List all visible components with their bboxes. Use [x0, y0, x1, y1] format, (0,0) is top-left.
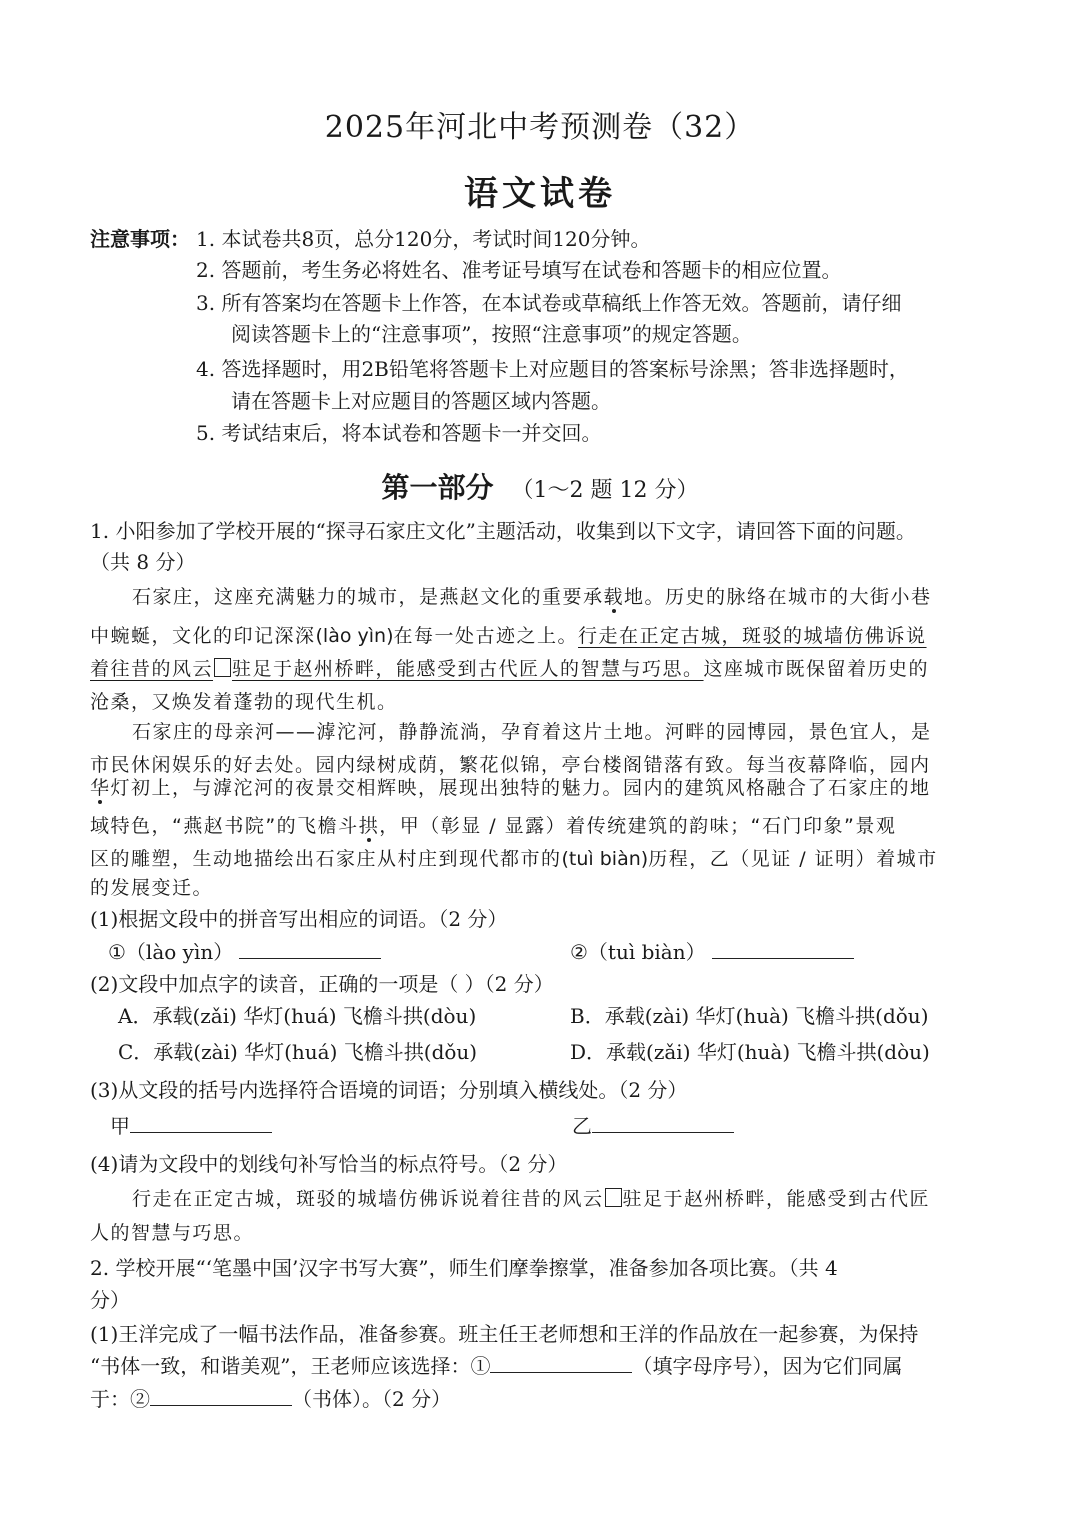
q2-sub1-line2: “书体一致，和谐美观”，王老师应该选择：① （填字母序号），因为它们同属: [90, 1354, 903, 1378]
notice-item-2: 2. 答题前，考生务必将姓名、准考证号填写在试卷和答题卡的相应位置。: [196, 258, 842, 282]
section-header: [0, 466, 1080, 506]
option-b[interactable]: B．承载(zài) 华灯(huà) 飞檐斗拱(dǒu): [570, 1004, 929, 1028]
q1-sub3: (3)从文段的括号内选择符合语境的词语；分别填入横线处。（2 分）: [90, 1078, 688, 1102]
punctuation-box: [214, 658, 231, 677]
q1-sub4-sentence-cont: 人的智慧与巧思。: [90, 1222, 255, 1244]
answer-blank-2[interactable]: [712, 938, 854, 959]
pinyin-lao-yin: (lào yìn): [315, 625, 394, 647]
passage-p2-line5: 区的雕塑，生动地描绘出石家庄从村庄到现代都市的(tuì biàn)历程，乙（见证 / 证明）着城市: [90, 848, 938, 870]
answer-blank-script[interactable]: [150, 1385, 292, 1406]
q2-sub1-line3: 于：② （书体）。（2 分）: [90, 1387, 452, 1411]
notice-item-5: 5. 考试结束后，将本试卷和答题卡一并交回。: [196, 421, 602, 445]
dotted-char-gong: 拱: [358, 815, 380, 837]
underlined-sentence-part2: 驻足于赵州桥畔，能感受到古代匠人的智慧与巧思。: [232, 658, 704, 680]
q1-sub1-a: ①（lào yìn）: [108, 938, 381, 966]
exam-title: 2025年河北中考预测卷（32）: [324, 110, 756, 145]
q2-stem: 2. 学校开展“‘笔墨中国’汉字书写大赛”，师生们摩拳擦掌，准备参加各项比赛。（共 4: [90, 1256, 838, 1280]
passage-p1-line3: 着往昔的风云 驻足于赵州桥畔，能感受到古代匠人的智慧与巧思。这座城市既保留着历史的: [90, 658, 930, 680]
pinyin-tui-bian: (tuì biàn): [561, 848, 649, 870]
q1-sub1: (1)根据文段中的拼音写出相应的词语。（2 分）: [90, 907, 508, 931]
q2-sub1-line1: (1)王洋完成了一幅书法作品，准备参赛。班主任王老师想和王洋的作品放在一起参赛，为保持: [90, 1322, 919, 1346]
passage-p2-line4: 域特色，“燕赵书院”的飞檐斗拱，甲（彰显 / 显露）着传统建筑的韵味；“石门印象”景观: [90, 815, 897, 837]
underlined-sentence-part1: 行走在正定古城，斑驳的城墙仿佛诉说: [578, 625, 927, 647]
section-title: 第一部分: [381, 471, 494, 504]
passage-p2-line1: 石家庄的母亲河——滹沱河，静静流淌，孕育着这片土地。河畔的园博园，景色宜人，是: [132, 721, 932, 743]
passage-p2-line6: 的发展变迁。: [90, 877, 214, 899]
q1-sub1-b: ②（tuì biàn）: [570, 938, 854, 966]
notice-item-1: 1. 本试卷共8页，总分120分，考试时间120分钟。: [196, 227, 651, 251]
notice-label: 注意事项：: [90, 227, 190, 251]
option-c[interactable]: C．承载(zài) 华灯(huá) 飞檐斗拱(dǒu): [118, 1040, 478, 1064]
punctuation-box-answer[interactable]: [605, 1188, 622, 1207]
answer-blank-1[interactable]: [239, 938, 381, 959]
passage-p1-line4: 沧桑，又焕发着蓬勃的现代生机。: [90, 691, 398, 713]
dotted-char-zai: 载: [603, 586, 625, 608]
notice-item-4: 4. 答选择题时，用2B铅笔将答题卡上对应题目的答案标号涂黑；答非选择题时，: [196, 357, 909, 381]
q1-sub4: (4)请为文段中的划线句补写恰当的标点符号。（2 分）: [90, 1152, 568, 1176]
answer-blank-jia[interactable]: [130, 1112, 272, 1133]
passage-p1-line1: 石家庄，这座充满魅力的城市，是燕赵文化的重要承载地。历史的脉络在城市的大街小巷: [132, 586, 932, 608]
option-a[interactable]: A．承载(zǎi) 华灯(huá) 飞檐斗拱(dòu): [118, 1004, 477, 1028]
option-d[interactable]: D．承载(zǎi) 华灯(huà) 飞檐斗拱(dòu): [570, 1040, 930, 1064]
q2-stem-cont: 分）: [90, 1288, 130, 1312]
notice-item-3-cont: 阅读答题卡上的“注意事项”，按照“注意事项”的规定答题。: [231, 322, 752, 346]
passage-p2-line2: 市民休闲娱乐的好去处。园内绿树成荫，繁花似锦，亭台楼阁错落有致。每当夜幕降临，园内: [90, 754, 931, 776]
answer-blank-yi[interactable]: [592, 1112, 734, 1133]
section-range: （1～2 题 12 分）: [511, 478, 699, 503]
q1-stem: 1. 小阳参加了学校开展的“探寻石家庄文化”主题活动，收集到以下文字，请回答下面的问题。: [90, 519, 916, 543]
notice-item-3: 3. 所有答案均在答题卡上作答，在本试卷或草稿纸上作答无效。答题前，请仔细: [196, 291, 902, 315]
q1-stem-cont: （共 8 分）: [90, 550, 196, 574]
q1-sub3-yi: 乙: [572, 1112, 734, 1140]
passage-p1-line2: 中蜿蜒，文化的印记深深(lào yìn)在每一处古迹之上。行走在正定古城，斑驳的城墙仿佛诉说: [90, 625, 927, 647]
q1-sub2: (2)文段中加点字的读音，正确的一项是（ ）（2 分）: [90, 972, 554, 996]
passage-p2-line3: 华灯初上，与滹沱河的夜景交相辉映，展现出独特的魅力。园内的建筑风格融合了石家庄的地: [90, 777, 931, 799]
q1-sub3-jia: 甲: [110, 1112, 272, 1140]
notice-item-4-cont: 请在答题卡上对应题目的答题区域内答题。: [231, 389, 611, 413]
exam-subtitle: 语文试卷: [464, 174, 616, 214]
q1-sub4-sentence: 行走在正定古城，斑驳的城墙仿佛诉说着往昔的风云 驻足于赵州桥畔，能感受到古代匠: [132, 1188, 931, 1210]
dotted-char-hua: 华: [90, 777, 111, 799]
answer-blank-letters[interactable]: [490, 1352, 632, 1373]
